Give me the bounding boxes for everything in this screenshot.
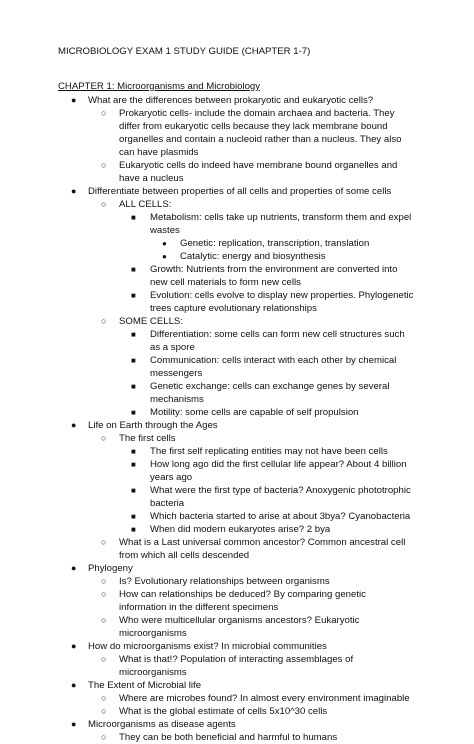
outline-item-level-2 — [0, 159, 474, 185]
bullet-disc-icon: ● — [71, 420, 77, 430]
outline-item-level-3 — [0, 354, 474, 380]
outline-item-level-2 — [0, 614, 474, 640]
outline-item-text: Evolution: cells evolve to display new properties. Phylogenetic trees capture evolutionary relationships — [150, 290, 414, 314]
bullet-square-icon: ■ — [131, 213, 136, 222]
outline-item-level-4 — [0, 250, 474, 263]
outline-item-level-3 — [0, 289, 474, 315]
outline-item-text: Eukaryotic cells do indeed have membrane bound organelles and have a nucleus — [119, 160, 398, 184]
outline-item-text: What is that!? Population of interacting assemblages of microorganisms — [119, 654, 354, 678]
bullet-disc-icon: ● — [71, 680, 77, 690]
bullet-circle-icon: ○ — [101, 654, 107, 664]
outline-item-text: What is a Last universal common ancestor? Common ancestral cell from which all cells descended — [119, 537, 406, 561]
outline-item-text: How do microorganisms exist? In microbial communities — [88, 641, 327, 652]
outline-item-level-3 — [0, 328, 474, 354]
bullet-square-icon: ■ — [131, 356, 136, 365]
outline-item-text: Differentiate between properties of all cells and properties of some cells — [88, 186, 392, 197]
outline-item-text: They can be both beneficial and harmful to humans — [119, 732, 338, 743]
bullet-disc-icon: ● — [71, 95, 77, 105]
outline-item-level-3 — [0, 263, 474, 289]
outline-item-level-1 — [0, 185, 474, 198]
bullet-circle-icon: ○ — [101, 160, 107, 170]
bullet-square-icon: ■ — [131, 291, 136, 300]
outline-item-level-2 — [0, 705, 474, 718]
outline-item-text: Metabolism: cells take up nutrients, transform them and expel wastes — [150, 212, 412, 236]
outline-item-level-1 — [0, 94, 474, 107]
outline-item-text: Genetic: replication, transcription, translation — [180, 238, 370, 249]
outline-item-text: How can relationships be deduced? By comparing genetic information in the different specimens — [119, 589, 366, 613]
outline-item-text: Prokaryotic cells- include the domain archaea and bacteria. They differ from eukaryotic cells because they lack membrane bound organelles and contain a nucleoid rather than a nucleus. They also can have plasmids — [119, 108, 402, 158]
bullet-circle-icon: ○ — [101, 693, 107, 703]
bullet-circle-icon: ○ — [101, 615, 107, 625]
outline-item-text: When did modern eukaryotes arise? 2 bya — [150, 524, 331, 535]
outline-item-level-3 — [0, 484, 474, 510]
outline-item-level-3 — [0, 380, 474, 406]
bullet-circle-icon: ○ — [101, 316, 107, 326]
bullet-circle-icon: ○ — [101, 589, 107, 599]
bullet-square-icon: ■ — [131, 382, 136, 391]
outline-item-level-2 — [0, 315, 474, 328]
outline-item-level-2 — [0, 198, 474, 211]
chapter-heading: CHAPTER 1: Microorganisms and Microbiology — [58, 81, 261, 92]
outline-item-text: Differentiation: some cells can form new cell structures such as a spore — [150, 329, 405, 353]
outline-item-level-3 — [0, 510, 474, 523]
bullet-square-icon: ■ — [131, 460, 136, 469]
outline-item-text: Phylogeny — [88, 563, 133, 574]
bullet-square-icon: ■ — [131, 512, 136, 521]
outline-item-level-1 — [0, 562, 474, 575]
outline-item-level-1 — [0, 679, 474, 692]
outline-item-text: Catalytic: energy and biosynthesis — [180, 251, 326, 262]
bullet-square-icon: ■ — [131, 525, 136, 534]
document-title: MICROBIOLOGY EXAM 1 STUDY GUIDE (CHAPTER 1-7) — [58, 46, 311, 57]
outline-item-text: Who were multicellular organisms ancestors? Eukaryotic microorganisms — [119, 615, 360, 639]
outline-item-text: What are the differences between prokaryotic and eukaryotic cells? — [88, 95, 374, 106]
bullet-disc-icon: ● — [162, 239, 167, 248]
outline-item-text: Motility: some cells are capable of self propulsion — [150, 407, 359, 418]
outline-item-text: Life on Earth through the Ages — [88, 420, 218, 431]
outline-item-level-1 — [0, 718, 474, 731]
outline-item-level-2 — [0, 575, 474, 588]
outline-item-text: Growth: Nutrients from the environment are converted into new cell materials to form new cells — [150, 264, 398, 288]
bullet-disc-icon: ● — [71, 719, 77, 729]
outline-item-text: SOME CELLS: — [119, 316, 183, 327]
bullet-disc-icon: ● — [71, 186, 77, 196]
outline-item-level-3 — [0, 523, 474, 536]
outline-item-text: What is the global estimate of cells 5x10^30 cells — [119, 706, 328, 717]
outline-item-text: What were the first type of bacteria? Anoxygenic phototrophic bacteria — [150, 485, 411, 509]
outline-item-text: Is? Evolutionary relationships between organisms — [119, 576, 330, 587]
outline-item-level-3 — [0, 445, 474, 458]
bullet-disc-icon: ● — [162, 252, 167, 261]
bullet-square-icon: ■ — [131, 486, 136, 495]
outline-item-level-2 — [0, 107, 474, 159]
bullet-disc-icon: ● — [71, 641, 77, 651]
bullet-disc-icon: ● — [71, 563, 77, 573]
outline-item-level-1 — [0, 640, 474, 653]
bullet-circle-icon: ○ — [101, 576, 107, 586]
outline-item-text: The first self replicating entities may not have been cells — [150, 446, 388, 457]
bullet-circle-icon: ○ — [101, 537, 107, 547]
bullet-square-icon: ■ — [131, 330, 136, 339]
outline-item-level-2 — [0, 432, 474, 445]
bullet-square-icon: ■ — [131, 408, 136, 417]
outline-item-level-2 — [0, 731, 474, 744]
bullet-circle-icon: ○ — [101, 433, 107, 443]
outline-item-level-1 — [0, 419, 474, 432]
bullet-circle-icon: ○ — [101, 706, 107, 716]
outline-item-text: The first cells — [119, 433, 176, 444]
outline-item-level-2 — [0, 653, 474, 679]
outline-item-level-3 — [0, 211, 474, 237]
bullet-circle-icon: ○ — [101, 732, 107, 742]
outline-item-text: The Extent of Microbial life — [88, 680, 202, 691]
outline-item-text: ALL CELLS: — [119, 199, 172, 210]
outline-item-text: Communication: cells interact with each other by chemical messengers — [150, 355, 397, 379]
outline-item-text: Which bacteria started to arise at about 3bya? Cyanobacteria — [150, 511, 411, 522]
outline-item-level-4 — [0, 237, 474, 250]
outline-item-text: Genetic exchange: cells can exchange genes by several mechanisms — [150, 381, 390, 405]
outline-item-level-2 — [0, 536, 474, 562]
outline-item-text: Microorganisms as disease agents — [88, 719, 236, 730]
outline-item-level-2 — [0, 588, 474, 614]
outline-item-text: Where are microbes found? In almost every environment imaginable — [119, 693, 410, 704]
bullet-circle-icon: ○ — [101, 108, 107, 118]
outline-item-level-3 — [0, 458, 474, 484]
study-outline — [0, 94, 474, 744]
outline-item-text: How long ago did the first cellular life appear? About 4 billion years ago — [150, 459, 407, 483]
bullet-circle-icon: ○ — [101, 199, 107, 209]
bullet-square-icon: ■ — [131, 265, 136, 274]
outline-item-level-3 — [0, 406, 474, 419]
bullet-square-icon: ■ — [131, 447, 136, 456]
outline-item-level-2 — [0, 692, 474, 705]
